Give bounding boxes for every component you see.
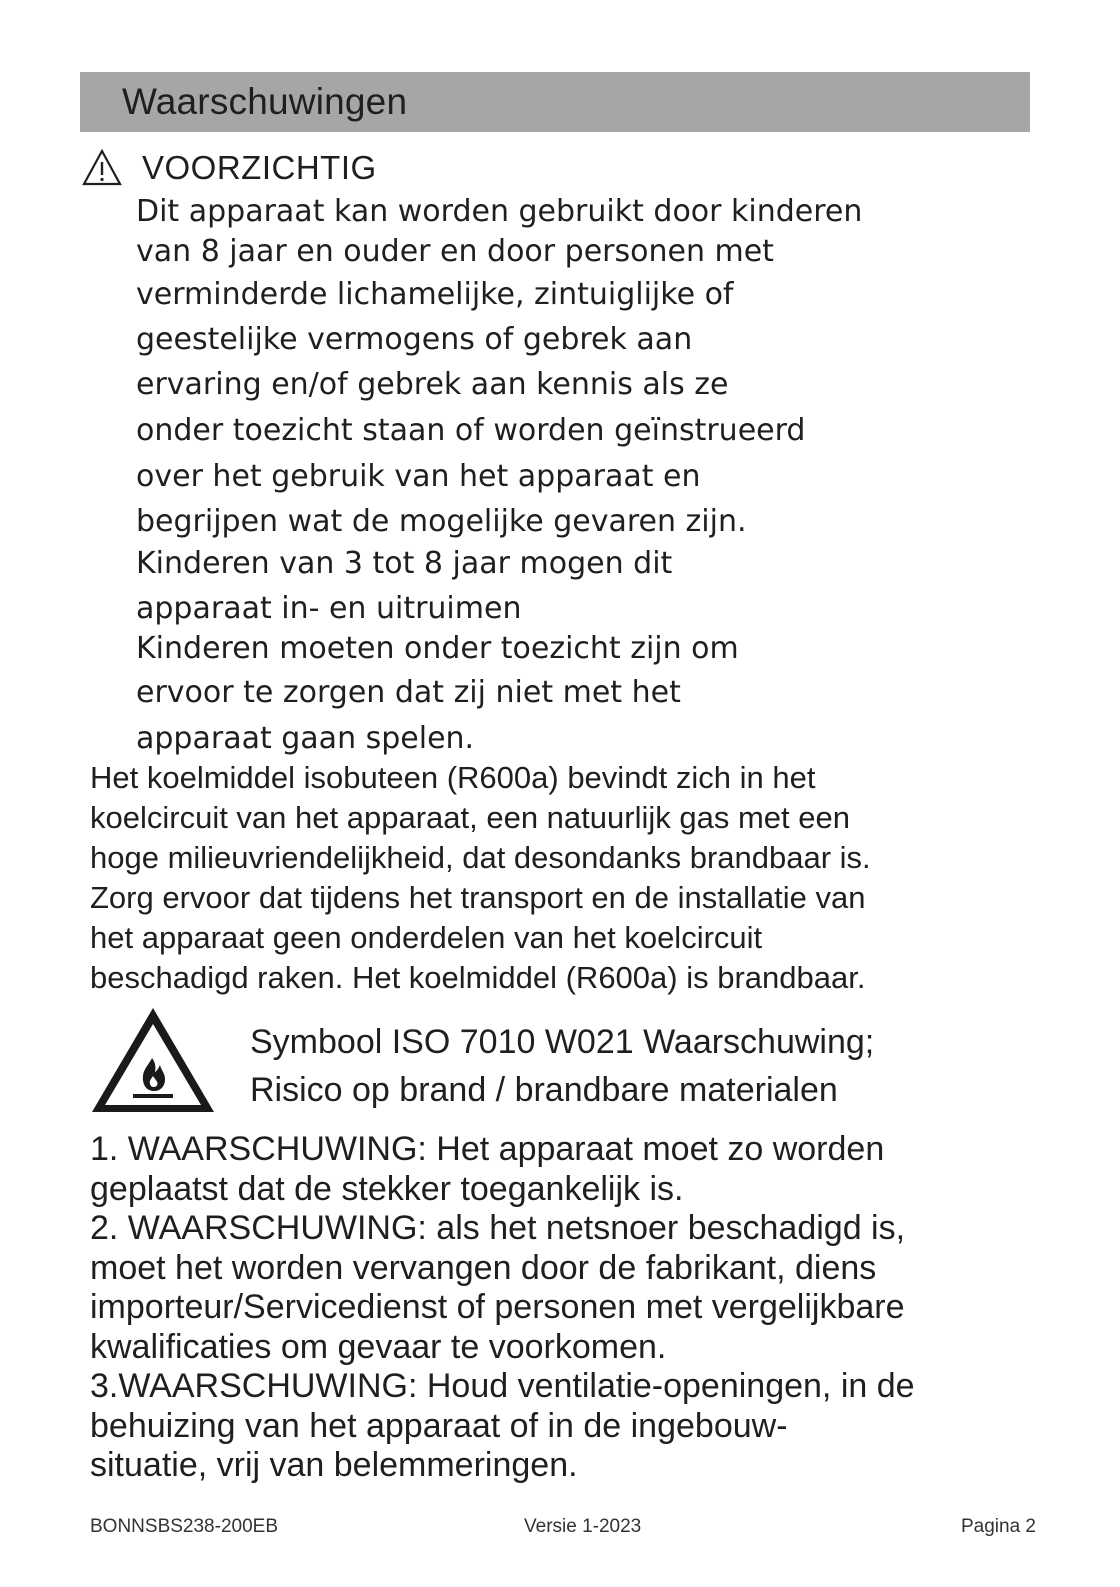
warning-line: geplaatst dat de stekker toegankelijk is. [90,1169,684,1208]
footer-version: Versie 1-2023 [524,1516,642,1537]
warning-line: 3.WAARSCHUWING: Houd ventilatie-openingen, in de [90,1367,915,1405]
caution-line: onder toezicht staan of worden geïnstrueerd [136,413,806,448]
refrigerant-line: koelcircuit van het apparaat, een natuurlijk gas met een [90,800,850,835]
caution-line: ervaring en/of gebrek aan kennis als ze [136,367,729,402]
warning-line: moet het worden vervangen door de fabrikant, diens [90,1248,877,1287]
caution-line: apparaat gaan spelen. [136,721,475,756]
caution-line: Kinderen moeten onder toezicht zijn om [136,631,739,666]
refrigerant-line: Zorg ervoor dat tijdens het transport en de installatie van [90,880,866,915]
refrigerant-line: hoge milieuvriendelijkheid, dat desondanks brandbaar is. [90,840,871,875]
caution-line: apparaat in- en uitruimen [136,591,522,626]
refrigerant-line: Het koelmiddel isobuteen (R600a) bevindt zich in het [90,760,816,795]
caution-line: geestelijke vermogens of gebrek aan [136,322,693,357]
caution-title: VOORZICHTIG [142,149,377,186]
warning-triangle-icon [82,148,122,188]
warning-line: behuizing van het apparaat of in de ingebouw- [90,1406,788,1445]
caution-line: Kinderen van 3 tot 8 jaar mogen dit [136,546,673,581]
symbol-line: Symbool ISO 7010 W021 Waarschuwing; [250,1023,875,1061]
refrigerant-paragraph [90,758,871,998]
warnings-list [90,1130,915,1486]
symbol-caption [250,1018,874,1114]
section-header-bar [80,72,1030,132]
refrigerant-line: beschadigd raken. Het koelmiddel (R600a) is brandbaar. [90,960,866,995]
footer-page-number: Pagina 2 [960,1516,1036,1537]
caution-line: Dit apparaat kan worden gebruikt door kinderen [136,194,863,229]
warning-line: kwalificaties om gevaar te voorkomen. [90,1327,667,1366]
warning-line: situatie, vrij van belemmeringen. [90,1446,578,1484]
caution-line: verminderde lichamelijke, zintuiglijke of [136,277,734,312]
caution-line: van 8 jaar en ouder en door personen met [136,234,774,269]
warning-line: importeur/Servicedienst of personen met vergelijkbare [90,1288,905,1326]
caution-line: ervoor te zorgen dat zij niet met het [136,675,681,710]
page-title: Waarschuwingen [122,81,408,122]
warning-line: 1. WAARSCHUWING: Het apparaat moet zo worden [90,1130,885,1168]
warning-line: 2. WAARSCHUWING: als het netsnoer beschadigd is, [90,1209,906,1247]
caution-heading [82,147,377,189]
footer-model: BONNSBS238-200EB [90,1516,278,1537]
flammable-warning-icon [88,1004,218,1116]
symbol-line: Risico op brand / brandbare materialen [250,1071,838,1109]
caution-line: begrijpen wat de mogelijke gevaren zijn. [136,504,747,539]
refrigerant-line: het apparaat geen onderdelen van het koelcircuit [90,920,763,955]
caution-line: over het gebruik van het apparaat en [136,459,701,494]
